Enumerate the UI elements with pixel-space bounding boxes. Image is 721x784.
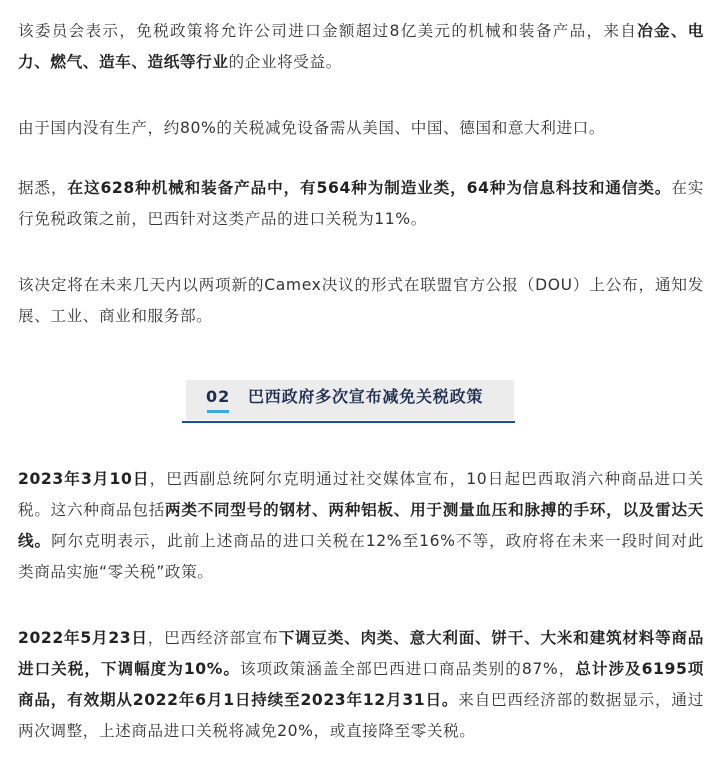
- p2-text-1: 由于国内没有生产，约80%的关税减免设备需从美国、中国、德国和意大利进口。: [18, 119, 606, 137]
- p5-bold-date: 2023年3月10日: [18, 470, 150, 488]
- p3-text-2: 在实行免税政策之前，巴西针对这类产品的进口关税为11%。: [18, 179, 705, 228]
- p5-bold-products: 两类不同型号的钢材、两种铝板、用于测量血压和脉搏的手环，以及雷达天线。: [18, 501, 704, 550]
- p6-bold-reduction: 下调豆类、肉类、意大利面、饼干、大米和建筑材料等商品进口关税，下调幅度为10%。: [18, 629, 704, 678]
- paragraph-exemption-policy: [18, 16, 704, 78]
- p6-text-1: ，巴西经济部宣布: [147, 629, 279, 647]
- p5-text-2: 阿尔克明表示，此前上述商品的进口关税在12%至16%不等，政府将在未来一段时间对此类商品实施“零关税”政策。: [18, 532, 704, 581]
- p5-text-1: ，巴西副总统阿尔克明通过社交媒体宣布，10日起巴西取消六种商品进口关税。这六种商品包括: [18, 470, 704, 519]
- section-number: 02: [206, 387, 231, 406]
- paragraph-product-breakdown: [18, 173, 704, 235]
- section-heading-underline: [182, 421, 515, 423]
- p6-bold-scope: 总计涉及6195项商品，有效期从2022年6月1日持续至2023年12月31日。: [18, 660, 704, 709]
- p4-text-1: 该决定将在未来几天内以两项新的Camex决议的形式在联盟官方公报（DOU）上公布，通知发展、工业、商业和服务部。: [18, 276, 704, 325]
- p6-text-3: 来自巴西经济部的数据显示，通过两次调整，上述商品进口关税将减免20%，或直接降至零关税。: [18, 691, 704, 740]
- p6-text-2: 该项政策涵盖全部巴西进口商品类别的87%，: [239, 660, 576, 678]
- section-heading: [0, 372, 721, 432]
- p3-text-1: 据悉，: [18, 179, 68, 197]
- section-number-accent: [207, 410, 229, 413]
- paragraph-import-sources: [18, 113, 605, 144]
- paragraph-camex-decision: [18, 270, 704, 332]
- p6-bold-date: 2022年5月23日: [18, 629, 148, 647]
- p3-bold-breakdown: 在这628种机械和装备产品中，有564种为制造业类，64种为信息科技和通信类。: [67, 179, 672, 197]
- p1-text-2: 的企业将受益。: [228, 53, 342, 71]
- section-title: 巴西政府多次宣布减免关税政策: [248, 387, 484, 406]
- paragraph-2023-announcement: [18, 464, 704, 588]
- paragraph-2022-announcement: [18, 623, 704, 747]
- p1-bold-industries: 冶金、电力、燃气、造车、造纸等行业: [18, 22, 704, 71]
- p1-text-1: 该委员会表示，免税政策将允许公司进口金额超过8亿美元的机械和装备产品，来自: [18, 22, 638, 40]
